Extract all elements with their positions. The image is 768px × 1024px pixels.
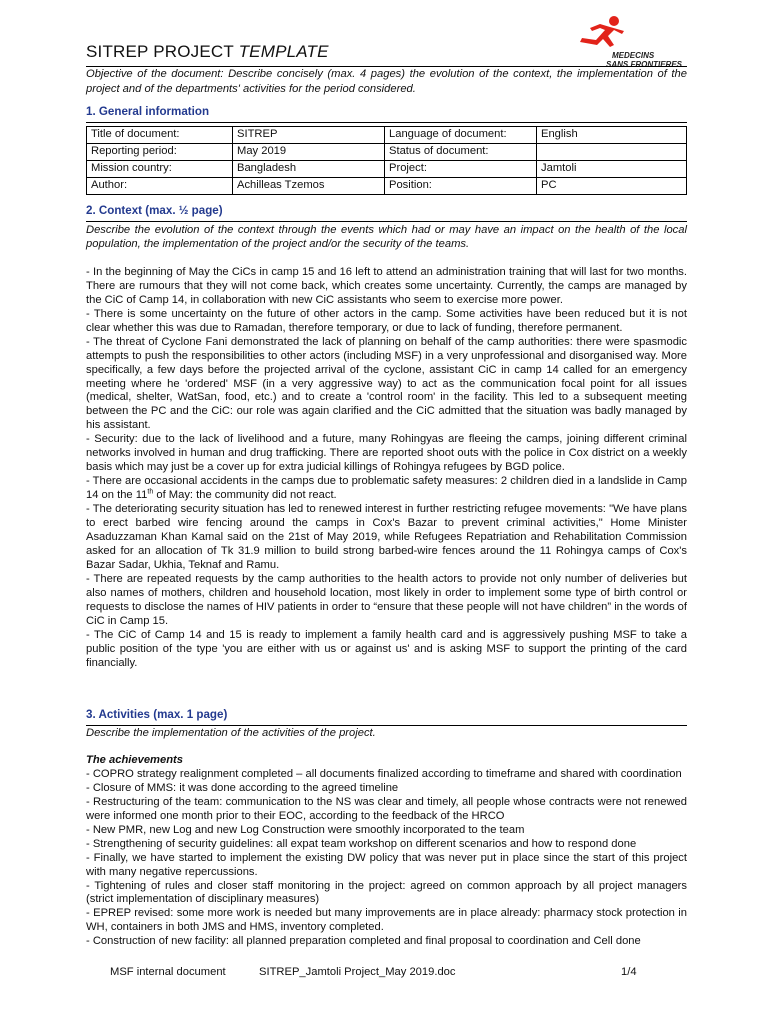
context-paragraph: - There are occasional accidents in the camps due to problematic safety measures: 2 children died in a landslide in Camp 14 on the 11th of May: the community did not react. bbox=[86, 475, 687, 502]
list-item: - EPREP revised: some more work is needed but many improvements are in place already: pharmacy stock protection in WH, containers in both JMS and HMS, inventory completed. bbox=[86, 907, 687, 934]
value-cell: SITREP bbox=[233, 127, 385, 144]
value-cell: PC bbox=[537, 178, 687, 195]
context-paragraph: - The threat of Cyclone Fani demonstrated the lack of planning on behalf of the camp authorities: there were spasmodic attempts to push the responsibilities to other actors (including MSF) in a very unprofessional and disorganised way. More specifically, a few days before the projected arrival of the cyclone, assistant CiC in camp 14 called for an emergency meeting where he 'ordered' MSF (in a very aggressive way) to act as the communication focal point for all issues (medical, shelter, WatSan, food, etc.) and to create a 'control room' in the facility. This led to a subsequent meeting between the PC and the CiC: our role was again clarified and the CiC admitted that the situation was badly managed by his assistant. bbox=[86, 335, 687, 432]
context-paragraph: - In the beginning of May the CiCs in camp 15 and 16 left to attend an administration training that will last for two months. There are rumours that they will not come back, which creates some uncertainty. Currently, the camps are managed by the CiC of Camp 14, in collaboration with new CiC assistants who seem to exercise more power. bbox=[86, 265, 687, 306]
context-paragraph: - The CiC of Camp 14 and 15 is ready to implement a family health card and is aggressively pushing MSF to take a public position of the type 'you are either with us or against us' and is asking MSF to support the printing of the card financially. bbox=[86, 628, 687, 669]
list-item: - Restructuring of the team: communication to the NS was clear and timely, all people whose contracts were not renewed were informed one month prior to their EOC, according to the feedback of the HRCO bbox=[86, 795, 687, 822]
value-cell bbox=[537, 144, 687, 161]
table-row bbox=[87, 161, 687, 178]
list-item: - COPRO strategy realignment completed – all documents finalized according to timeframe and shared with coordination bbox=[86, 767, 682, 780]
footer-left: MSF internal document bbox=[110, 966, 226, 978]
section-3-heading: 3. Activities (max. 1 page) bbox=[86, 708, 228, 721]
context-paragraph: - There is some uncertainty on the future of other actors in the camp. Some activities have been reduced but it is not clear whether this was due to Ramadan, therefore temporary, or due to lack of funding, therefore permanent. bbox=[86, 307, 687, 334]
title-italic: TEMPLATE bbox=[238, 42, 329, 61]
value-cell: May 2019 bbox=[233, 144, 385, 161]
footer-filename: SITREP_Jamtoli Project_May 2019.doc bbox=[259, 966, 456, 978]
list-item: - Strengthening of security guidelines: all expat team workshop on different scenarios and how to respond done bbox=[86, 837, 637, 850]
label-cell: Language of document: bbox=[385, 127, 537, 144]
label-cell: Project: bbox=[385, 161, 537, 178]
context-body bbox=[86, 224, 687, 671]
context-paragraph: - Security: due to the lack of livelihood and a future, many Rohingyas are fleeing the camps, joining different criminal networks involved in human and drug trafficking. There are reported shoot outs with the police in Cox district on a weekly basis which may just be a cover up for extra judicial killings of Rohingya refugees by BGD police. bbox=[86, 433, 687, 474]
value-cell: Achilleas Tzemos bbox=[233, 178, 385, 195]
section-1-heading: 1. General information bbox=[86, 105, 210, 118]
context-paragraph: - There are repeated requests by the camp authorities to the health actors to provide not only number of deliveries but also names of mothers, children and household location, most likely in order to implement some type of birth control or requests to disclose the names of HIV patients in order to “ensure that these people will not have children” in the words of CiC in Camp 15. bbox=[86, 572, 687, 627]
label-cell: Title of document: bbox=[87, 127, 233, 144]
value-cell: Bangladesh bbox=[233, 161, 385, 178]
value-cell: Jamtoli bbox=[537, 161, 687, 178]
label-cell: Author: bbox=[87, 178, 233, 195]
activities-body bbox=[86, 727, 687, 949]
section-2-heading: 2. Context (max. ½ page) bbox=[86, 204, 223, 217]
list-item: - Closure of MMS: it was done according to the agreed timeline bbox=[86, 781, 399, 794]
section-2-divider bbox=[86, 221, 687, 222]
title-main: SITREP PROJECT bbox=[86, 42, 234, 61]
table-row bbox=[87, 127, 687, 144]
activities-intro: Describe the implementation of the activities of the project. bbox=[86, 727, 376, 739]
list-item: - Tightening of rules and closer staff monitoring in the project: agreed on common approach by all project managers (strict implementation of disciplinary measures) bbox=[86, 879, 687, 906]
label-cell: Position: bbox=[385, 178, 537, 195]
achievements-subheading: The achievements bbox=[86, 753, 184, 766]
msf-logo bbox=[570, 14, 690, 74]
label-cell: Reporting period: bbox=[87, 144, 233, 161]
general-info-table bbox=[86, 126, 687, 195]
list-item: - Construction of new facility: all planned preparation completed and final proposal to coordination and Cell done bbox=[86, 935, 641, 948]
section-3-divider bbox=[86, 725, 687, 726]
label-cell: Status of document: bbox=[385, 144, 537, 161]
value-cell: English bbox=[537, 127, 687, 144]
document-title bbox=[86, 42, 329, 62]
msf-running-figure-icon bbox=[570, 14, 630, 54]
footer-page-number: 1/4 bbox=[621, 966, 637, 978]
label-cell: Mission country: bbox=[87, 161, 233, 178]
context-paragraph: - The deteriorating security situation has led to renewed interest in further restricting refugee movements: "We have plans to erect barbed wire fencing around the camps in Cox's Bazar to prevent criminal activities," Home Minister Asaduzzaman Khan Kamal said on the 21st of May 2019, while Refugees Repatriation and Rehabilitation Commission asked for an allocation of Tk 31.9 million to build strong barbed-wire fences around the 11 Rohingya camps of Cox's Bazar Sadar, Ukhia, Teknaf and Ramu. bbox=[86, 503, 687, 571]
list-item: - New PMR, new Log and new Log Construction were smoothly incorporated to the team bbox=[86, 823, 525, 836]
logo-text-sans-frontieres: SANS FRONTIERES bbox=[606, 60, 683, 69]
list-item: - Finally, we have started to implement the existing DW policy that was never put in place since the start of this project with many negative repercussions. bbox=[86, 851, 687, 878]
context-intro: Describe the evolution of the context through the events which had or may have an impact on the health of the local population, the implementation of the project and/or the security of the teams. bbox=[86, 224, 687, 250]
objective-text: Objective of the document: Describe concisely (max. 4 pages) the evolution of the context, the implementation of the project and of the departments' activities for the period considered. bbox=[86, 68, 687, 95]
logo-text-medecins: MEDECINS bbox=[612, 51, 655, 60]
table-row bbox=[87, 178, 687, 195]
section-1-divider bbox=[86, 122, 687, 123]
table-row bbox=[87, 144, 687, 161]
